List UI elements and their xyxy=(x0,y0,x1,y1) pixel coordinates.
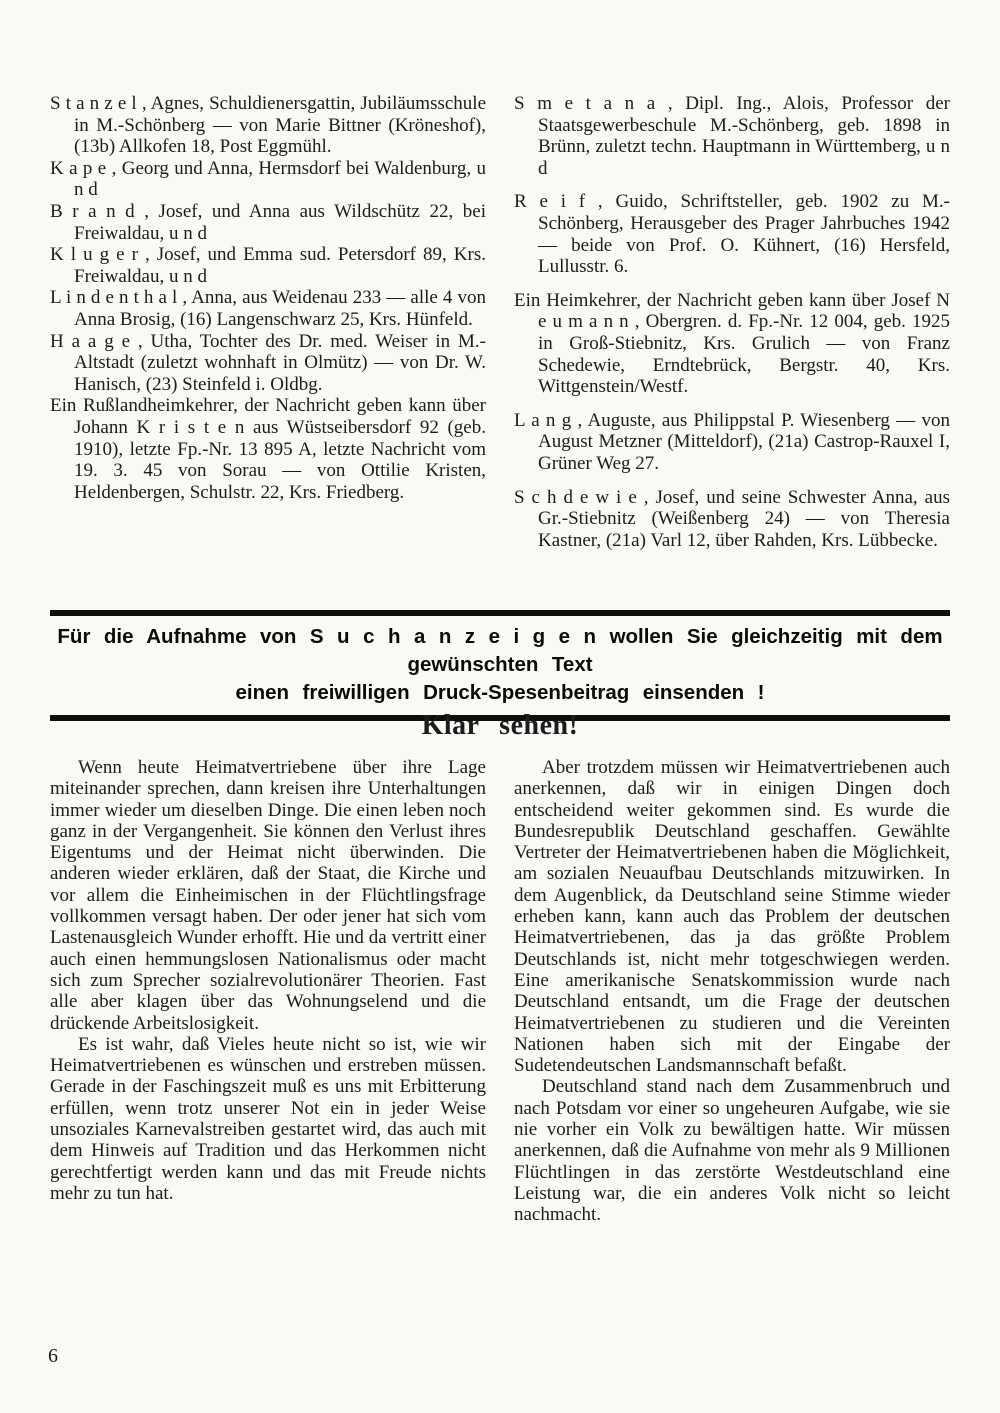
notices-column-left xyxy=(50,93,486,563)
article-paragraph-left-2: Es ist wahr, daß Vieles heute nicht so ist, wie wir Heimatvertriebenen es wünschen und erstreben müssen. Gerade in der Faschingszeit muß es uns mit Erbitterung erfüllen, wenn trotz unserer Not ein in jeder Weise unsoziales Karnevalstreiben gestartet wird, das auch mit dem Hinweis auf Tradition und das Herkommen nicht gerechtfertigt werden kann und das mit Freude nichts mehr zu tun hat. xyxy=(50,1033,486,1204)
page-number: 6 xyxy=(48,1345,58,1367)
notice-entry-heimkehrer: Ein Heimkehrer, der Nachricht geben kann über Josef N e u m a n n , Obergren. d. Fp.-Nr. 12 004, geb. 1925 in Groß-Stiebnitz, Krs. Grulich — von Franz Schedewie, Erndtebrück, Bergstr. 40, Krs. Wittgenstein/Westf. xyxy=(514,289,950,398)
notice-entry-kape: K a p e , Georg und Anna, Hermsdorf bei Waldenburg, u n d xyxy=(50,157,486,201)
notices-column-right xyxy=(514,93,950,563)
article-section xyxy=(50,757,950,1226)
banner-text-line-1: Für die Aufnahme von S u c h a n z e i g e n wollen Sie gleichzeitig mit dem gewünschten Text xyxy=(57,625,943,676)
notice-entry-brand: B r a n d , Josef, und Anna aus Wildschütz 22, bei Freiwaldau, u n d xyxy=(50,200,486,244)
notice-entry-lindenthal: L i n d e n t h a l , Anna, aus Weidenau 233 — alle 4 von Anna Brosig, (16) Langenschwarz 25, Krs. Hünfeld. xyxy=(50,287,486,330)
suchanzeigen-banner xyxy=(50,610,950,721)
notice-entry-russlandheimkehrer: Ein Rußlandheimkehrer, der Nachricht geben kann über Johann K r i s t e n aus Wüstseibersdorf 92 (geb. 1910), letzte Fp.-Nr. 13 895 A, letzte Nachricht vom 19. 3. 45 von Sorau — von Ottilie Kristen, Heldenbergen, Schulstr. 22, Krs. Friedberg. xyxy=(50,395,486,503)
notice-entry-kluger: K l u g e r , Josef, und Emma sud. Petersdorf 89, Krs. Freiwaldau, u n d xyxy=(50,244,486,287)
search-notices-section xyxy=(50,93,950,563)
notice-entry-smetana: S m e t a n a , Dipl. Ing., Alois, Professor der Staatsgewerbeschule M.-Schönberg, geb. 1898 in Brünn, zuletzt techn. Hauptmann in Württemberg, u n d xyxy=(514,93,950,179)
notice-entry-haage: H a a g e , Utha, Tochter des Dr. med. Weiser in M.-Altstadt (zuletzt wohnhaft in Olmütz) — von Dr. W. Hanisch, (23) Steinfeld i. Oldbg. xyxy=(50,330,486,395)
notice-entry-reif: R e i f , Guido, Schriftsteller, geb. 1902 zu M.-Schönberg, Herausgeber des Prager Jahrbuches 1942 — beide von Prof. O. Kühnert, (16) Hersfeld, Lullusstr. 6. xyxy=(514,191,950,278)
notice-entry-lang: L a n g , Auguste, aus Philippstal P. Wiesenberg — von August Metzner (Mitteldorf), (21a) Castrop-Rauxel I, Grüner Weg 27. xyxy=(514,409,950,474)
article-paragraph-right-1: Aber trotzdem müssen wir Heimatvertriebenen auch anerkennen, daß wir in einigen Dingen doch entscheidend weiter gekommen sind. Es wurde die Bundesrepublik Deutschland geschaffen. Gewählte Vertreter der Heimatvertriebenen haben die Möglichkeit, am sozialen Neuaufbau Deutschlands mitzuwirken. In dem Augenblick, da Deutschland seine Stimme wieder erheben kann, kann auch das Problem der deutschen Heimatvertriebenen, das ja das größte Problem Deutschlands ist, nicht mehr totgeschwiegen werden. Eine amerikanische Senatskommission wurde nach Deutschland entsandt, um die Frage der deutschen Heimatvertriebenen zu studieren und die Vereinten Nationen haben sich mit der Eingabe der Sudetendeutschen Landsmannschaft befaßt. xyxy=(514,757,950,1077)
article-paragraph-left-1: Wenn heute Heimatvertriebene über ihre Lage miteinander sprechen, dann kreisen ihre Unterhaltungen immer wieder um dieselben Dinge. Die einen leben noch ganz in der Vergangenheit. Sie können den Verlust ihres Eigentums und der Heimat nicht überwinden. Die anderen wieder erklären, daß der Staat, die Kirche und vor allem die Einheimischen in der Flüchtlingsfrage vollkommen versagt haben. Der oder jener hat sich vom Lastenausgleich Wunder erhofft. Hie und da vertritt einer auch einen hemmungslosen Nationalismus oder macht sich zum Sprecher sozialrevolutionärer Theorien. Fast alle aber klagen über das Wohnungselend und die drückende Arbeitslosigkeit. xyxy=(50,757,486,1034)
banner-text-line-2: einen freiwilligen Druck-Spesenbeitrag einsenden ! xyxy=(235,681,765,704)
banner-top-rule xyxy=(50,610,950,616)
article-paragraph-right-2: Deutschland stand nach dem Zusammenbruch und nach Potsdam vor einer so ungeheuren Aufgabe, wie sie nie vorher ein Volk zu bewältigen hatte. Wir müssen anerkennen, daß die Aufnahme von mehr als 9 Millionen Flüchtlingen in das zerstörte Westdeutschland eine Leistung war, die ein anderes Volk nicht so leicht nachmacht. xyxy=(514,1076,950,1226)
notice-entry-schdewie: S c h d e w i e , Josef, und seine Schwester Anna, aus Gr.-Stiebnitz (Weißenberg 24) — von Theresia Kastner, (21a) Varl 12, über Rahden, Krs. Lübbecke. xyxy=(514,486,950,551)
article-column-left xyxy=(50,757,486,1226)
article-column-right xyxy=(514,757,950,1226)
notice-entry-stanzel: S t a n z e l , Agnes, Schuldienersgattin, Jubiläumsschule in M.-Schönberg — von Marie Bittner (Kröneshof), (13b) Allkofen 18, Post Eggmühl. xyxy=(50,93,486,158)
article-title: Klar sehen! xyxy=(421,710,579,741)
